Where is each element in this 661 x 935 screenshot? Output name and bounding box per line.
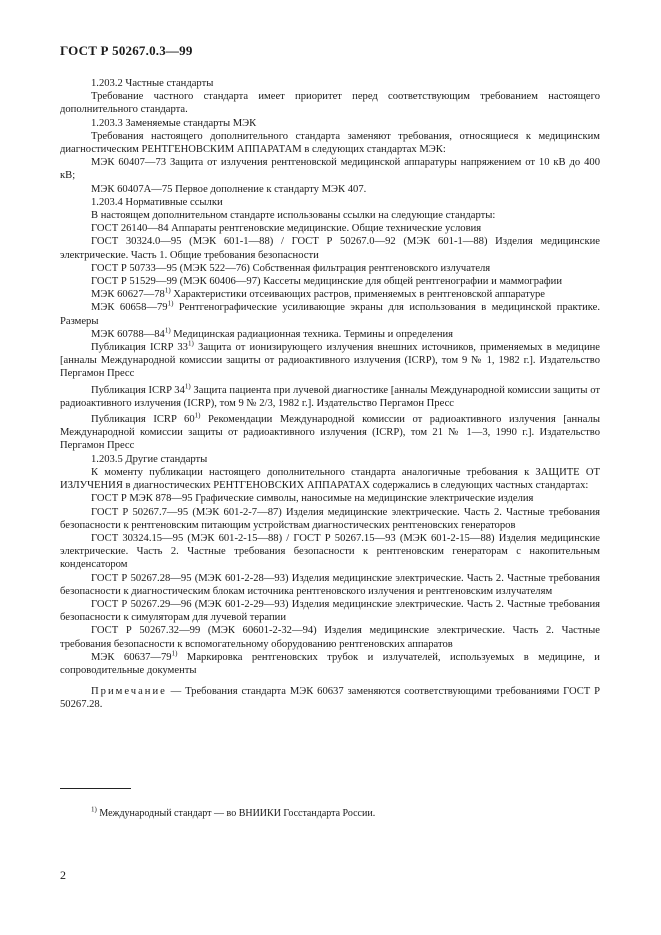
paragraph: Публикация ICRP 34$^{1)}$ Защита пациента при лучевой диагностике [анналы Международной комиссии защиты от радиоактивного излучения (ICRP), том 9 № 2/3, 1982 г.]. Издательство Пергамон Пресс [60,382,600,409]
paragraph: ГОСТ Р 50267.29—96 (МЭК 601-2-29—93) Изделия медицинские электрические. Часть 2. Частные требования безопасности к симуляторам для лучевой терапии [60,598,600,624]
paragraph: МЭК 60788—84$^{1)}$ Медицинская радиационная техника. Термины и определения [91,326,454,340]
paragraph: 1.203.4 Нормативные ссылки [91,196,223,208]
paragraph: К моменту публикации настоящего дополнительного стандарта аналогичные требования к ЗАЩИТЕ ОТ ИЗЛУЧЕНИЯ в диагностических РЕНТГЕНОВСКИХ АППАРАТАХ содержались в следующих частных стандартах: [60,466,600,492]
footnote-divider [60,788,131,789]
paragraph: ГОСТ Р 50267.32—99 (МЭК 60601-2-32—94) Изделия медицинские электрические. Часть 2. Частные требования безопасности к вспомогательному оборудованию рентгеновских аппаратов [60,625,600,650]
paragraph: Публикация ICRP 33$^{1)}$ Защита от ионизирующего излучения внешних источников, применяемых в медицине [анналы Международной комиссии защиты от радиоактивного излучения (ICRP), том 9 № 1, 1982 г.]. Издательство Пергамон Пресс [60,339,601,380]
paragraph: МЭК 60637—79$^{1)}$ Маркировка рентгеновских трубок и излучателей, используемых в медицине, и сопроводительные документы [60,649,600,676]
note [60,685,600,711]
footnote-ref: 1) [184,382,191,391]
paragraph: В настоящем дополнительном стандарте использованы ссылки на следующие стандарты: [91,210,496,222]
paragraph: ГОСТ Р 51529—99 (МЭК 60406—97) Кассеты медицинские для общей рентгенографии и маммографии [91,276,562,288]
footnote-ref: 1) [187,339,194,348]
footnote-ref: 1) [194,411,201,420]
paragraph: Требования настоящего дополнительного стандарта заменяют требования, относящиеся к медицинским диагностическим РЕНТГЕНОВСКИМ АППАРАТАМ в следующих стандартах МЭК: [60,130,600,156]
paragraph: МЭК 60407—73 Защита от излучения рентгеновской медицинской аппаратуры напряжением от 10 кВ до 400 кВ; [60,157,600,182]
note-text: — Требования стандарта МЭК 60637 заменяются соответствующими требованиями ГОСТ Р 50267.28. [60,686,600,711]
document-body [60,77,600,712]
footnote-marker: 1) [91,805,97,814]
footnote-text: Международный стандарт — во ВНИИКИ Госстандарта России. [96,808,376,819]
note-label: Примечание [91,686,167,698]
paragraph: ГОСТ 30324.0—95 (МЭК 601-1—88) / ГОСТ Р 50267.0—92 (МЭК 601-1—88) Изделия медицинские электрические. Часть 1. Общие требования безопасности [60,236,600,261]
paragraph: ГОСТ 26140—84 Аппараты рентгеновские медицинские. Общие технические условия [91,223,482,235]
page-number: 2 [60,868,66,882]
paragraph: ГОСТ Р МЭК 878—95 Графические символы, наносимые на медицинские электрические изделия [91,493,534,505]
paragraph: ГОСТ Р 50267.7—95 (МЭК 601-2-7—87) Изделия медицинские электрические. Часть 2. Частные требования безопасности к рентгеновским питающим устройствам диагностических рентгеновских генераторов [60,506,600,531]
footnote-ref: 1) [164,286,171,295]
paragraph: 1.203.3 Заменяемые стандарты МЭК [91,117,257,129]
paragraph: 1.203.5 Другие стандарты [91,453,208,465]
paragraph: МЭК 60627—78$^{1)}$ Характеристики отсеивающих растров, применяемых в рентгеновской аппаратуре [91,286,546,301]
footnote [91,805,376,819]
paragraph: 1.203.2 Частные стандарты [91,78,214,89]
footnote-ref: 1) [167,299,174,308]
paragraph: ГОСТ 30324.15—95 (МЭК 601-2-15—88) / ГОСТ Р 50267.15—93 (МЭК 601-2-15—88) Изделия медицинские электрические. Часть 2. Частные требования безопасности к рентгеновским генераторам с накопительным конденсатором [60,532,600,571]
paragraph: МЭК 60658—79$^{1)}$ Рентгенографические усиливающие экраны для использования в медицинской практике. Размеры [60,299,600,327]
paragraph: МЭК 60407А—75 Первое дополнение к стандарту МЭК 407. [91,183,367,195]
paragraph: Требование частного стандарта имеет приоритет перед соответствующим требованием настоящего дополнительного стандарта. [60,91,600,116]
footnote-ref: 1) [164,326,171,335]
paragraph: ГОСТ Р 50267.28—95 (МЭК 601-2-28—93) Изделия медицинские электрические. Часть 2. Частные требования безопасности к диагностическим блокам источника рентгеновского излучения и рентгеновским излучателям [60,572,600,597]
paragraph: Публикация ICRP 60$^{1)}$ Рекомендации Международной комиссии от радиоактивного излучения [анналы Международной комиссии защиты от радиоактивного излучения (ICRP), том 21 № 1—3, 1990 г.]. Издательство Пергамон Пресс [60,411,600,452]
paragraph: ГОСТ Р 50733—95 (МЭК 522—76) Собственная фильтрация рентгеновского излучателя [91,262,491,274]
document-header: ГОСТ Р 50267.0.3—99 [60,43,193,58]
footnote-ref: 1) [171,649,178,658]
